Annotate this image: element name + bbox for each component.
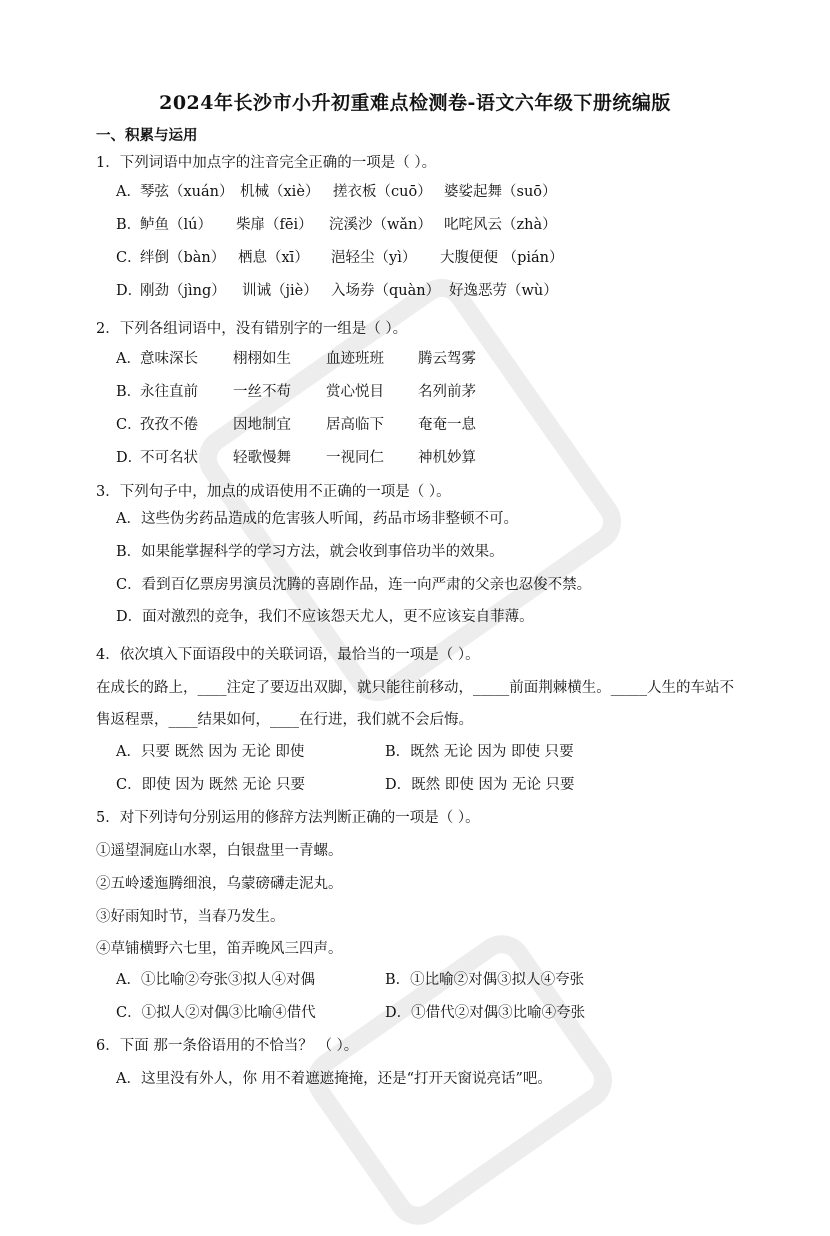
question-4-option-d: D．既然 即使 因为 无论 只要 — [385, 777, 575, 793]
page-title: 2024年长沙市小升初重难点检测卷-语文六年级下册统编版 — [159, 92, 671, 114]
section-heading: 一、积累与运用 — [96, 127, 198, 144]
question-5-stem: 5．对下列诗句分别运用的修辞方法判断正确的一项是（ ）。 — [96, 810, 480, 826]
question-3-stem: 3．下列句子中，加点的成语使用不正确的一项是（ ）。 — [96, 484, 451, 500]
question-4-option-b: B．既然 无论 因为 即使 只要 — [385, 744, 574, 760]
question-5-option-d: D．①借代②对偶③比喻④夸张 — [385, 1005, 586, 1021]
question-5-option-c: C．①拟人②对偶③比喻④借代 — [116, 1005, 316, 1021]
question-2-stem: 2．下列各组词语中，没有错别字的一组是（ ）。 — [96, 321, 408, 337]
question-4-option-a: A．只要 既然 因为 无论 即使 — [116, 744, 305, 760]
poem-line: ③好雨知时节，当春乃发生。 — [96, 909, 285, 925]
poem-line: ②五岭逶迤腾细浪，乌蒙磅礴走泥丸。 — [96, 876, 343, 892]
question-4-option-c: C．即使 因为 既然 无论 只要 — [116, 777, 306, 793]
question-3-option-c: C．看到百亿票房男演员沈腾的喜剧作品，连一向严肃的父亲也忍俊不禁。 — [116, 577, 592, 593]
question-3-option-b: B．如果能掌握科学的学习方法，就会收到事倍功半的效果。 — [116, 544, 504, 560]
question-3-option-a: A．这些伪劣药品造成的危害骇人听闻，药品市场非整顿不可。 — [116, 511, 518, 527]
question-6-stem: 6．下面 那一条俗语用的不恰当？ （ ）。 — [96, 1038, 359, 1054]
question-4-passage-line-2: 售返程票，____结果如何，____在行进，我们就不会后悔。 — [96, 712, 473, 728]
question-6-option-a: A．这里没有外人，你 用不着遮遮掩掩，还是“打开天窗说亮话”吧。 — [116, 1071, 552, 1087]
question-4-passage-line-1: 在成长的路上，____注定了要迈出双脚，就只能往前移动，_____前面荆棘横生。_____人生的车站不 — [96, 680, 734, 696]
poem-line: ④草铺横野六七里，笛弄晚风三四声。 — [96, 941, 343, 957]
question-1-stem: 1．下列词语中加点字的注音完全正确的一项是（ ）。 — [96, 155, 437, 171]
question-5-option-b: B．①比喻②对偶③拟人④夸张 — [385, 972, 585, 988]
question-3-option-d: D．面对激烈的竞争，我们不应该怨天尤人，更不应该妄自菲薄。 — [116, 609, 534, 625]
poem-line: ①遥望洞庭山水翠，白银盘里一青螺。 — [96, 843, 343, 859]
question-5-option-a: A．①比喻②夸张③拟人④对偶 — [116, 972, 315, 988]
question-4-stem: 4．依次填入下面语段中的关联词语，最恰当的一项是（ ）。 — [96, 647, 480, 663]
